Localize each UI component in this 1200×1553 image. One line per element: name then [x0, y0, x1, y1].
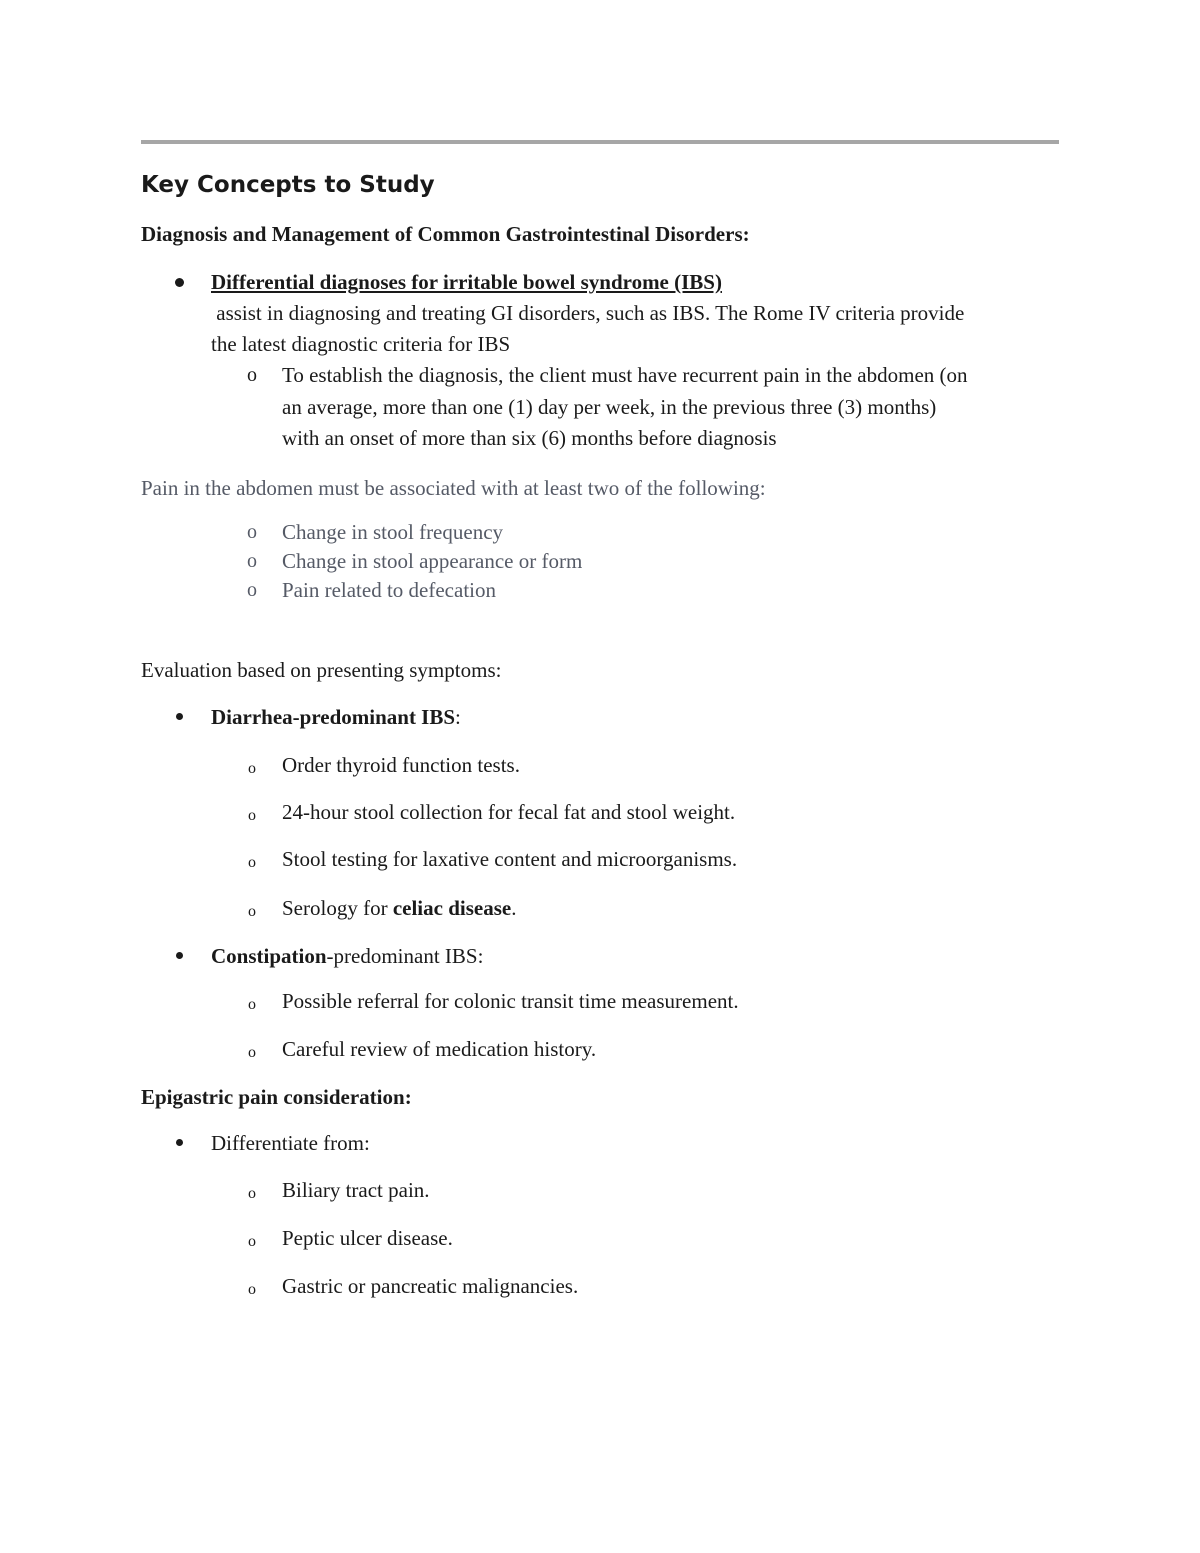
diagnosis-criteria-line-3: with an onset of more than six (6) months before diagnosis — [282, 426, 777, 450]
serology-suffix: . — [511, 896, 517, 920]
constipation-ibs-label — [211, 944, 483, 968]
differential-item: Peptic ulcer disease. — [282, 1226, 453, 1250]
diarrhea-ibs-colon: : — [455, 705, 461, 729]
sub-bullet-marker: o — [248, 903, 256, 920]
constipation-eval-item: Possible referral for colonic transit time measurement. — [282, 989, 739, 1013]
sub-bullet-marker: o — [248, 854, 256, 871]
sub-bullet-marker: o — [248, 1185, 256, 1202]
horizontal-rule — [141, 140, 1059, 144]
pain-criteria-intro: Pain in the abdomen must be associated with at least two of the following: — [141, 476, 766, 500]
bullet-icon — [176, 713, 183, 720]
diarrhea-eval-item-serology — [282, 896, 516, 920]
pain-criteria-item: Change in stool appearance or form — [282, 549, 583, 573]
ibs-differential-label: Differential diagnoses for irritable bowel syndrome (IBS) — [211, 270, 722, 294]
epigastric-heading: Epigastric pain consideration: — [141, 1085, 412, 1109]
page-title: Key Concepts to Study — [141, 172, 435, 198]
diarrhea-ibs-title: Diarrhea-predominant IBS — [211, 705, 456, 729]
diagnosis-criteria-line-1: To establish the diagnosis, the client must have recurrent pain in the abdomen (on — [282, 363, 968, 387]
sub-bullet-marker: o — [248, 1281, 256, 1298]
diagnosis-criteria-line-2: an average, more than one (1) day per week, in the previous three (3) months) — [282, 395, 937, 419]
pain-criteria-item: Pain related to defecation — [282, 578, 496, 602]
bullet-icon — [176, 1139, 183, 1146]
bullet-icon — [176, 952, 183, 959]
constipation-rest: -predominant IBS: — [326, 944, 484, 968]
sub-bullet-marker: o — [248, 996, 256, 1013]
ibs-text-line-1: assist in diagnosing and treating GI disorders, such as IBS. The Rome IV criteria provide — [211, 301, 965, 325]
serology-prefix: Serology for — [282, 896, 393, 920]
pain-criteria-item: Change in stool frequency — [282, 520, 504, 544]
sub-bullet-marker: o — [247, 521, 257, 543]
sub-bullet-marker: o — [248, 1233, 256, 1250]
sub-bullet-marker: o — [248, 807, 256, 824]
diarrhea-eval-item: 24-hour stool collection for fecal fat and stool weight. — [282, 800, 736, 824]
sub-bullet-marker: o — [248, 760, 256, 777]
evaluation-intro: Evaluation based on presenting symptoms: — [141, 658, 502, 682]
sub-bullet-marker: o — [247, 550, 257, 572]
differential-item: Gastric or pancreatic malignancies. — [282, 1274, 579, 1298]
constipation-eval-item: Careful review of medication history. — [282, 1037, 597, 1061]
diarrhea-eval-item: Stool testing for laxative content and microorganisms. — [282, 847, 738, 871]
diarrhea-eval-item: Order thyroid function tests. — [282, 753, 520, 777]
ibs-text-line-2: the latest diagnostic criteria for IBS — [211, 332, 511, 356]
section-heading-gi-disorders: Diagnosis and Management of Common Gastrointestinal Disorders: — [141, 222, 750, 246]
constipation-term: Constipation — [211, 944, 327, 968]
differentiate-label: Differentiate from: — [211, 1131, 370, 1155]
diarrhea-ibs-label — [211, 705, 461, 729]
sub-bullet-marker: o — [247, 364, 257, 386]
sub-bullet-marker: o — [247, 579, 257, 601]
bullet-icon — [175, 278, 184, 287]
differential-item: Biliary tract pain. — [282, 1178, 430, 1202]
celiac-disease-term: celiac disease — [392, 896, 512, 920]
sub-bullet-marker: o — [248, 1044, 256, 1061]
